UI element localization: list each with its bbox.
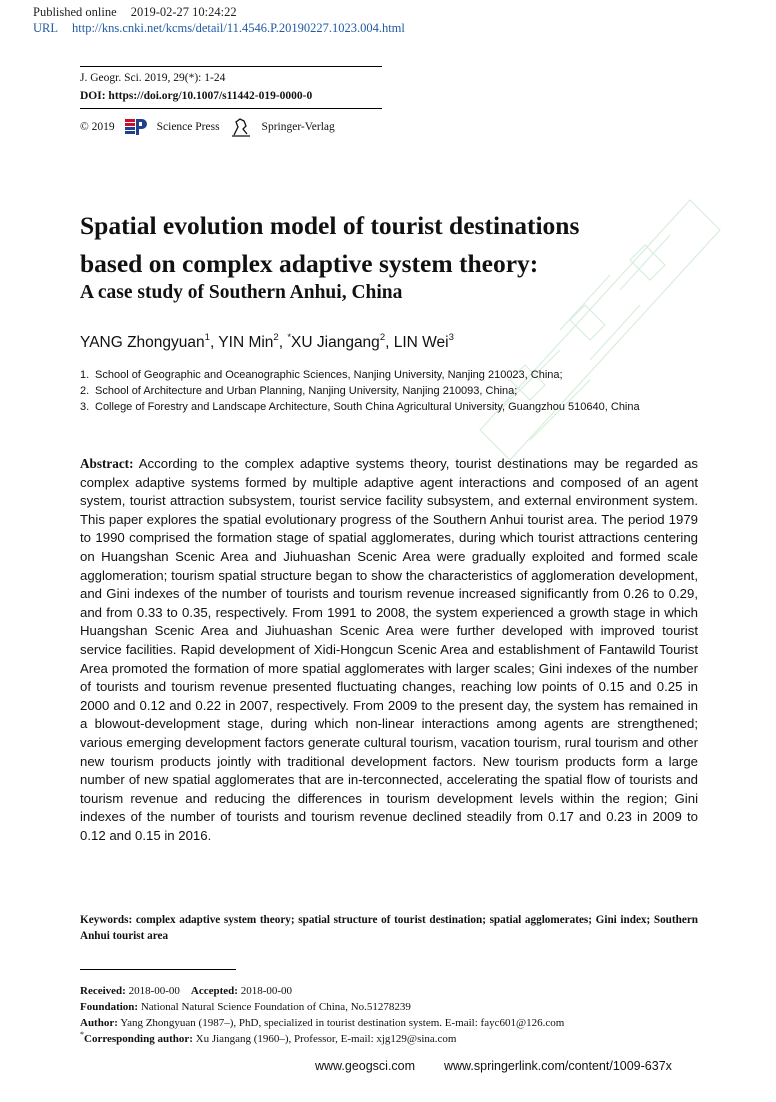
keywords-label: Keywords: (80, 914, 133, 926)
author-note: Author: Yang Zhongyuan (1987–), PhD, specialized in tourist destination system. E-mail: fayc601@126.com (80, 1017, 565, 1029)
footnote-rule (80, 969, 236, 970)
published-label: Published online (33, 5, 117, 19)
journal-rule-bottom (80, 108, 382, 109)
doi: DOI: https://doi.org/10.1007/s11442-019-0000-0 (80, 90, 313, 102)
url-line (33, 21, 405, 36)
abstract (80, 455, 698, 845)
author-1: YANG Zhongyuan$^1$, (80, 332, 219, 351)
author-2: YIN Min$^2$, (218, 332, 288, 351)
abstract-label: Abstract: (80, 456, 134, 471)
publisher-row (80, 117, 335, 137)
author-4: LIN Wei$^3$ (393, 332, 454, 351)
corresponding-author: *Corresponding author: Xu Jiangang (1960–), Professor, E-mail: xjg129@sina.com (80, 1030, 457, 1045)
foundation: Foundation: National Natural Science Foundation of China, No.51278239 (80, 1001, 411, 1013)
springer-horse-logo (230, 117, 252, 137)
springerlink-link[interactable]: www.springerlink.com/content/1009-637x (444, 1059, 672, 1073)
keywords-text: complex adaptive system theory; spatial structure of tourist destination; spatial agglomerates; Gini index; Southern Anhui tourist area (80, 914, 699, 942)
article-subtitle: A case study of Southern Anhui, China (80, 282, 403, 303)
article-url-link[interactable]: http://kns.cnki.net/kcms/detail/11.4546.P.20190227.1023.004.html (72, 21, 405, 35)
affiliation-2: 2. School of Architecture and Urban Planning, Nanjing University, Nanjing 210093, China; (80, 385, 518, 397)
copyright: © 2019 (80, 121, 115, 133)
received-accepted: Received: 2018-00-00 Accepted: 2018-00-00 (80, 985, 293, 997)
keywords (80, 912, 698, 944)
affiliation-1: 1. School of Geographic and Oceanographic Sciences, Nanjing University, Nanjing 210023, China; (80, 369, 563, 381)
article-title (80, 207, 720, 283)
abstract-text: According to the complex adaptive systems theory, tourist destinations may be regarded as complex adaptive systems formed by multiple adaptive agent interactions and composed of an agent system, tourist attraction subsystem, tourist service facility subsystem, and external environment system. This paper explores the spatial evolutionary progress of the Southern Anhui tourist area. The period 1979 to 1990 comprised the formation stage of spatial agglomerates, during which tourist attractions centering on Huangshan Scenic Area and Jiuhuashan Scenic Area were gradually exploited and formed scale agglomeration; tourism spatial structure began to show the characteristics of agglomeration development, and Gini indexes of the number of tourists and tourism revenue increased significantly from 0.26 to 0.29, and from 0.33 to 0.35, respectively. From 1991 to 2008, the system experienced a growth stage in which Huangshan Scenic Area and Jiuhuashan Scenic Area were further developed with improved tourist service facilities. Rapid development of Xidi-Hongcun Scenic Area and establishment of Fantawild Tourist Area promoted the formation of more spatial agglomerates with larger scales; Gini indexes of the number of tourists and tourism revenue presented fluctuating changes, reaching low points of 0.15 and 0.25 in 2000 and 0.12 and 0.22 in 2007, respectively. From 2009 to the present day, the system has remained in a blowout-development stage, during which non-linear interactions among agents are strengthened; various emerging development factors generate cultural tourism, vacation tourism, rural tourism and other new tourism products jointly with traditional development factors. New tourism products form a large number of new spatial agglomerates that are in-terconnected, accelerating the spatial flow of tourists and tourism revenue and reducing the differences in tourism development levels within the region; Gini indexes of the number of tourists and tourism revenue declined steadily from 0.17 and 0.23 in 2009 to 0.12 and 0.15 in 2016. (80, 456, 698, 843)
journal-rule-top (80, 66, 382, 67)
url-label: URL (33, 21, 58, 35)
journal-citation: J. Geogr. Sci. 2019, 29(*): 1-24 (80, 72, 226, 84)
publisher-science-press: Science Press (156, 121, 220, 133)
affiliation-3: 3. College of Forestry and Landscape Architecture, South China Agricultural University, Guangzhou 510640, China (80, 401, 640, 413)
title-line-2: based on complex adaptive system theory: (80, 249, 539, 278)
author-list (80, 334, 454, 352)
publisher-springer: Springer-Verlag (261, 121, 335, 133)
author-3-corresponding: *XU Jiangang$^2$, (287, 332, 394, 351)
published-online-line (33, 5, 237, 20)
journal-website-link[interactable]: www.geogsci.com (315, 1059, 416, 1073)
title-line-1: Spatial evolution model of tourist destinations (80, 211, 580, 240)
science-press-logo (125, 119, 147, 136)
published-datetime: 2019-02-27 10:24:22 (130, 5, 237, 19)
